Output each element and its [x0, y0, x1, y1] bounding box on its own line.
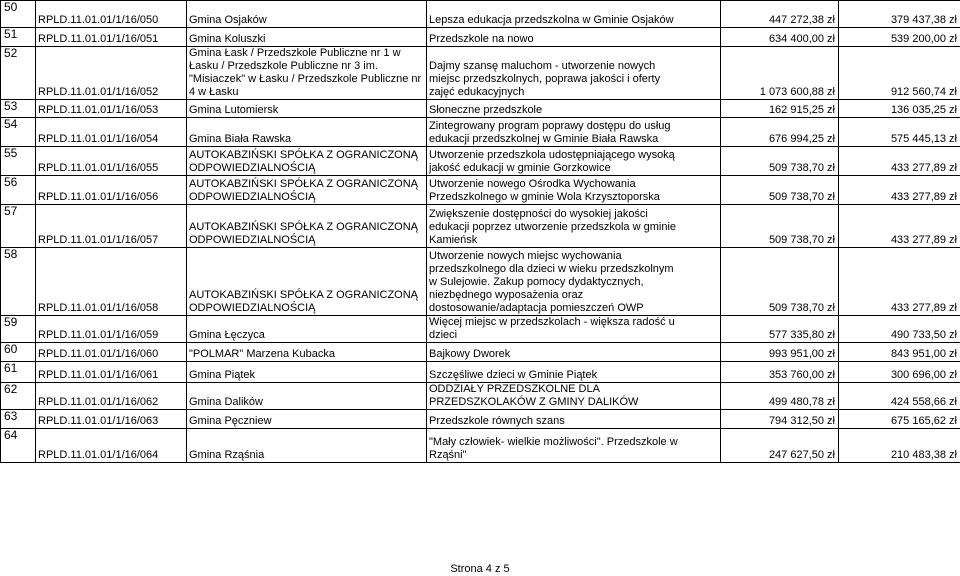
row-number-cell [1, 343, 36, 362]
project-code: RPLD.11.01.01/1/16/050 [38, 14, 159, 26]
project-code: RPLD.11.01.01/1/16/063 [38, 415, 159, 427]
project-code: RPLD.11.01.01/1/16/056 [38, 191, 159, 203]
row-number: 52 [4, 46, 18, 60]
total-value: 509 738,70 zł [768, 191, 835, 203]
project-code-cell [36, 1, 187, 28]
table-body [1, 1, 960, 463]
row-number: 62 [4, 382, 18, 396]
total-value-cell [721, 147, 839, 176]
grant-value-cell [839, 429, 960, 463]
row-number-cell [1, 47, 36, 100]
grant-value: 379 437,38 zł [890, 14, 957, 26]
beneficiary-name: Gmina Łask / Przedszkole Publiczne nr 1 w Łasku / Przedszkole Publiczne nr 3 im. "Misiaczek" w Łasku / Przedszkole Publiczne nr 4 w Łasku [189, 47, 422, 98]
beneficiary-name-cell [187, 316, 427, 343]
beneficiary-name-cell [187, 383, 427, 410]
project-code: RPLD.11.01.01/1/16/055 [38, 162, 159, 174]
table-row [1, 410, 960, 429]
project-title-cell [427, 47, 721, 100]
beneficiary-name-cell [187, 28, 427, 47]
project-code: RPLD.11.01.01/1/16/062 [38, 396, 159, 408]
project-title: "Mały człowiek- wielkie możliwości". Przedszkole w Rząśni" [429, 436, 678, 461]
table-row [1, 248, 960, 316]
project-title: Utworzenie przedszkola udostępniającego wysoką jakość edukacji w gminie Gorzkowice [429, 149, 675, 174]
total-value: 162 915,25 zł [768, 104, 835, 116]
row-number-cell [1, 118, 36, 147]
project-code-cell [36, 28, 187, 47]
grant-value-cell [839, 176, 960, 205]
grant-value-cell [839, 100, 960, 118]
table-row [1, 176, 960, 205]
row-number-cell [1, 248, 36, 316]
row-number: 55 [4, 146, 18, 160]
project-code-cell [36, 147, 187, 176]
project-code: RPLD.11.01.01/1/16/052 [38, 86, 159, 98]
project-code-cell [36, 205, 187, 248]
row-number: 54 [4, 117, 18, 131]
total-value: 509 738,70 zł [768, 302, 835, 314]
grant-value: 300 696,00 zł [890, 369, 957, 381]
total-value-cell [721, 1, 839, 28]
total-value: 509 738,70 zł [768, 162, 835, 174]
project-title: Przedszkole na nowo [429, 33, 534, 45]
row-number-cell [1, 100, 36, 118]
project-title: Zintegrowany program poprawy dostępu do usług edukacji przedszkolnej w Gminie Biała Rawska [429, 120, 671, 145]
project-code: RPLD.11.01.01/1/16/051 [38, 33, 159, 45]
total-value: 353 760,00 zł [768, 369, 835, 381]
project-code-cell [36, 316, 187, 343]
row-number-cell [1, 205, 36, 248]
grant-value: 843 951,00 zł [890, 348, 957, 360]
grant-value: 210 483,38 zł [890, 449, 957, 461]
project-title: Dajmy szansę maluchom - utworzenie nowych miejsc przedszkolnych, poprawa jakości i oferty zajęć edukacyjnych [429, 60, 661, 98]
project-title: Słoneczne przedszkole [429, 104, 543, 116]
grant-value: 433 277,89 zł [890, 162, 957, 174]
project-title-cell [427, 248, 721, 316]
project-title-cell [427, 1, 721, 28]
table-row [1, 47, 960, 100]
total-value-cell [721, 429, 839, 463]
beneficiary-name-cell [187, 343, 427, 362]
grant-value: 575 445,13 zł [890, 133, 957, 145]
beneficiary-name: Gmina Lutomiersk [189, 104, 279, 116]
total-value: 577 335,80 zł [768, 329, 835, 341]
total-value: 447 272,38 zł [768, 14, 835, 26]
table-row [1, 429, 960, 463]
grant-value: 424 558,66 zł [890, 396, 957, 408]
grant-value-cell [839, 383, 960, 410]
row-number-cell [1, 429, 36, 463]
project-title-cell [427, 429, 721, 463]
total-value-cell [721, 316, 839, 343]
project-title-cell [427, 343, 721, 362]
project-code-cell [36, 118, 187, 147]
project-code: RPLD.11.01.01/1/16/064 [38, 449, 159, 461]
total-value: 794 312,50 zł [768, 415, 835, 427]
beneficiary-name: AUTOKABZIŃSKI SPÓŁKA Z OGRANICZONĄ ODPOWIEDZIALNOŚCIĄ [189, 149, 419, 174]
row-number: 59 [4, 315, 18, 329]
project-code-cell [36, 383, 187, 410]
table-row [1, 383, 960, 410]
table-row [1, 100, 960, 118]
total-value-cell [721, 47, 839, 100]
row-number-cell [1, 1, 36, 28]
beneficiary-name-cell [187, 429, 427, 463]
project-title-cell [427, 410, 721, 429]
project-title: Szczęśliwe dzieci w Gminie Piątek [429, 369, 598, 381]
project-title-cell [427, 205, 721, 248]
grant-value: 136 035,25 zł [890, 104, 957, 116]
project-title: Więcej miejsc w przedszkolach - większa radość u dzieci [429, 316, 675, 341]
total-value-cell [721, 383, 839, 410]
beneficiary-name-cell [187, 410, 427, 429]
beneficiary-name: Gmina Piątek [189, 369, 256, 381]
beneficiary-name-cell [187, 362, 427, 383]
beneficiary-name: Gmina Osjaków [189, 14, 267, 26]
row-number-cell [1, 410, 36, 429]
grant-value-cell [839, 410, 960, 429]
row-number-cell [1, 147, 36, 176]
page-footer [0, 563, 960, 575]
project-title: Utworzenie nowych miejsc wychowania przedszkolnego dla dzieci w wieku przedszkolnym w Sulejowie. Zakup pomocy dydaktycznych, niezbędnego wyposażenia oraz dostosowanie/adaptacja pomieszczeń OWP [429, 250, 674, 314]
total-value-cell [721, 100, 839, 118]
row-number-cell [1, 383, 36, 410]
project-code: RPLD.11.01.01/1/16/060 [38, 348, 159, 360]
total-value-cell [721, 410, 839, 429]
project-code-cell [36, 176, 187, 205]
beneficiary-name-cell [187, 176, 427, 205]
grant-value: 539 200,00 zł [890, 33, 957, 45]
grant-value-cell [839, 28, 960, 47]
total-value: 247 627,50 zł [768, 449, 835, 461]
row-number-cell [1, 28, 36, 47]
row-number-cell [1, 362, 36, 383]
grant-value: 490 733,50 zł [890, 329, 957, 341]
total-value-cell [721, 118, 839, 147]
project-title: Bajkowy Dworek [429, 348, 511, 360]
project-code: RPLD.11.01.01/1/16/053 [38, 104, 159, 116]
grant-value-cell [839, 362, 960, 383]
row-number: 56 [4, 175, 18, 189]
row-number: 57 [4, 204, 18, 218]
project-title-cell [427, 362, 721, 383]
row-number: 53 [4, 99, 18, 113]
project-title: Utworzenie nowego Ośrodka Wychowania Przedszkolnego w gminie Wola Krzysztoporska [429, 178, 660, 203]
project-code: RPLD.11.01.01/1/16/058 [38, 302, 159, 314]
beneficiary-name-cell [187, 118, 427, 147]
grant-value-cell [839, 205, 960, 248]
project-code-cell [36, 429, 187, 463]
project-title-cell [427, 28, 721, 47]
total-value-cell [721, 343, 839, 362]
project-code-cell [36, 343, 187, 362]
total-value: 1 073 600,88 zł [759, 86, 835, 98]
total-value: 993 951,00 zł [768, 348, 835, 360]
page-number: Strona 4 z 5 [450, 563, 510, 575]
project-code-cell [36, 100, 187, 118]
project-title: Lepsza edukacja przedszkolna w Gminie Osjaków [429, 14, 674, 26]
grant-value: 912 560,74 zł [890, 86, 957, 98]
beneficiary-name-cell [187, 100, 427, 118]
project-title: ODDZIAŁY PRZEDSZKOLNE DLA PRZEDSZKOLAKÓW Z GMINY DALIKÓW [429, 383, 639, 408]
beneficiary-name-cell [187, 1, 427, 28]
project-title: Przedszkole równych szans [429, 415, 565, 427]
total-value: 634 400,00 zł [768, 33, 835, 45]
project-title-cell [427, 176, 721, 205]
total-value-cell [721, 205, 839, 248]
project-title-cell [427, 118, 721, 147]
grant-value-cell [839, 1, 960, 28]
project-title-cell [427, 100, 721, 118]
beneficiary-name: "POLMAR" Marzena Kubacka [189, 348, 335, 360]
row-number: 58 [4, 247, 18, 261]
project-code: RPLD.11.01.01/1/16/061 [38, 369, 159, 381]
beneficiary-name: Gmina Biała Rawska [189, 133, 292, 145]
project-code-cell [36, 362, 187, 383]
grant-value-cell [839, 147, 960, 176]
project-title-cell [427, 147, 721, 176]
table-row [1, 316, 960, 343]
beneficiary-name: Gmina Koluszki [189, 33, 266, 45]
beneficiary-name: AUTOKABZIŃSKI SPÓŁKA Z OGRANICZONĄ ODPOWIEDZIALNOŚCIĄ [189, 289, 419, 314]
project-code-cell [36, 410, 187, 429]
beneficiary-name: AUTOKABZIŃSKI SPÓŁKA Z OGRANICZONĄ ODPOWIEDZIALNOŚCIĄ [189, 178, 419, 203]
beneficiary-name: Gmina Dalików [189, 396, 263, 408]
total-value-cell [721, 176, 839, 205]
table-row [1, 205, 960, 248]
project-code: RPLD.11.01.01/1/16/059 [38, 329, 159, 341]
table-row [1, 118, 960, 147]
table-row [1, 362, 960, 383]
project-title: Zwiększenie dostępności do wysokiej jakości edukacji poprzez utworzenie przedszkola w gminie Kamieńsk [429, 208, 677, 246]
beneficiary-name-cell [187, 205, 427, 248]
grant-value-cell [839, 343, 960, 362]
table-row [1, 28, 960, 47]
project-code-cell [36, 248, 187, 316]
total-value: 676 994,25 zł [768, 133, 835, 145]
grant-value: 675 165,62 zł [890, 415, 957, 427]
row-number: 60 [4, 342, 18, 356]
beneficiary-name-cell [187, 248, 427, 316]
beneficiary-name: Gmina Pęczniew [189, 415, 272, 427]
beneficiary-name: AUTOKABZIŃSKI SPÓŁKA Z OGRANICZONĄ ODPOWIEDZIALNOŚCIĄ [189, 221, 419, 246]
row-number: 51 [4, 27, 18, 41]
total-value-cell [721, 362, 839, 383]
table-row [1, 1, 960, 28]
beneficiary-name: Gmina Rząśnia [189, 449, 265, 461]
row-number-cell [1, 316, 36, 343]
row-number: 64 [4, 428, 18, 442]
project-code: RPLD.11.01.01/1/16/054 [38, 133, 159, 145]
project-code: RPLD.11.01.01/1/16/057 [38, 234, 159, 246]
total-value: 509 738,70 zł [768, 234, 835, 246]
project-code-cell [36, 47, 187, 100]
project-title-cell [427, 383, 721, 410]
grant-value-cell [839, 316, 960, 343]
grant-value-cell [839, 118, 960, 147]
beneficiary-name: Gmina Łęczyca [189, 329, 265, 341]
grant-value-cell [839, 248, 960, 316]
grant-value-cell [839, 47, 960, 100]
row-number: 50 [4, 0, 18, 14]
beneficiary-name-cell [187, 47, 427, 100]
grant-value: 433 277,89 zł [890, 302, 957, 314]
total-value-cell [721, 28, 839, 47]
row-number: 61 [4, 361, 18, 375]
beneficiary-name-cell [187, 147, 427, 176]
table-row [1, 147, 960, 176]
grant-value: 433 277,89 zł [890, 234, 957, 246]
row-number: 63 [4, 409, 18, 423]
project-title-cell [427, 316, 721, 343]
table-row [1, 343, 960, 362]
grant-value: 433 277,89 zł [890, 191, 957, 203]
row-number-cell [1, 176, 36, 205]
total-value-cell [721, 248, 839, 316]
total-value: 499 480,78 zł [768, 396, 835, 408]
